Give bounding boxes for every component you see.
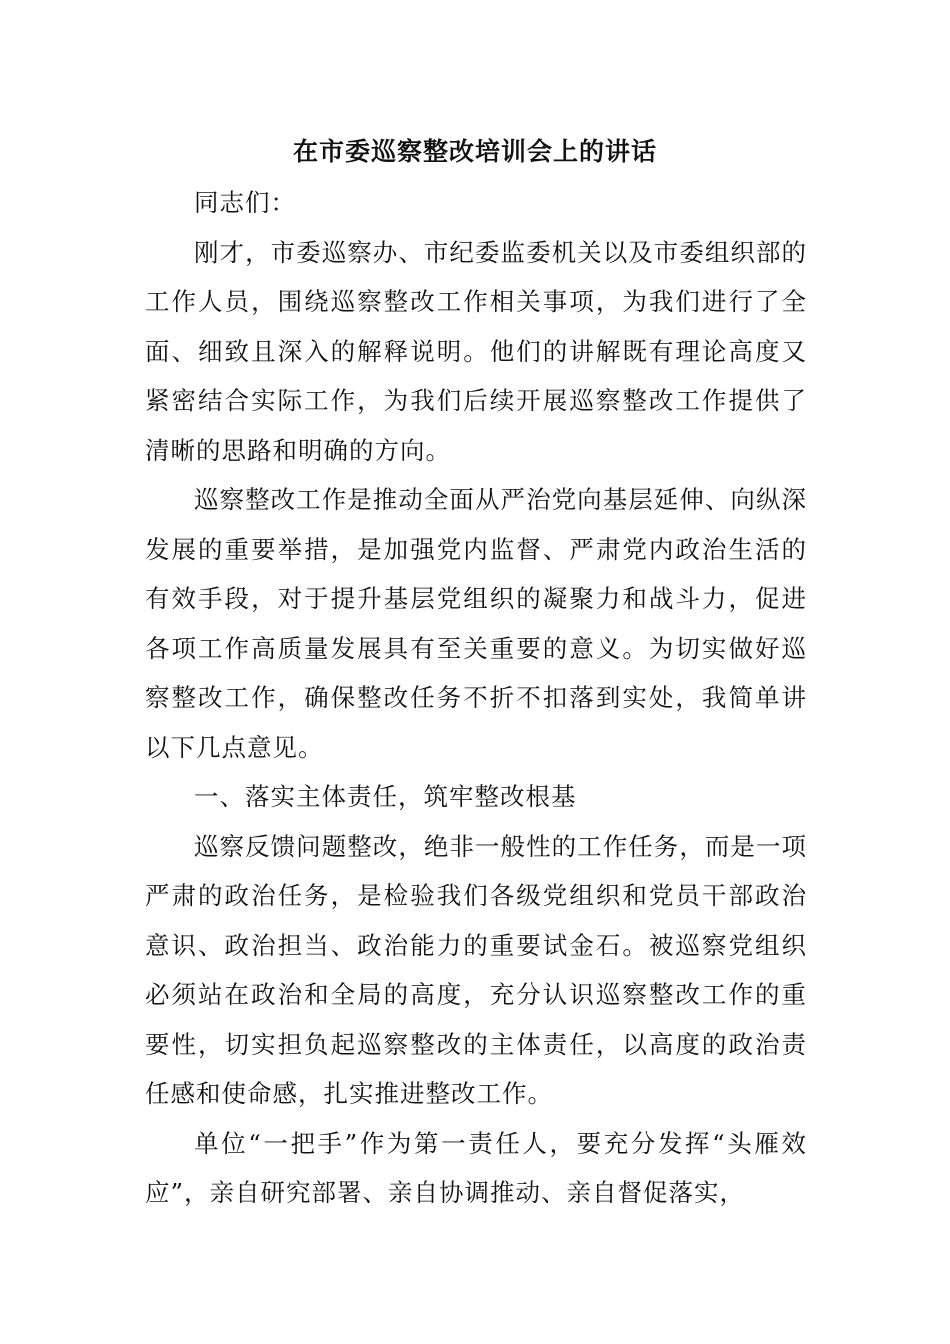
- salutation: 同志们：: [194, 188, 296, 217]
- section-heading: 一、落实主体责任，筑牢整改根基: [194, 782, 577, 811]
- body-paragraph: 巡察反馈问题整改，绝非一般性的工作任务，而是一项严肃的政治任务，是检验我们各级党组织和党员干部政治意识、政治担当、政治能力的重要试金石。被巡察党组织必须站在政治和全局的高度，充分认识巡察整改工作的重要性，切实担负起巡察整改的主体责任，以高度的政治责任感和使命感，扎实推进整改工作。: [145, 831, 807, 1108]
- body-paragraph: 刚才，市委巡察办、市纪委监委机关以及市委组织部的工作人员，围绕巡察整改工作相关事项，为我们进行了全面、细致且深入的解释说明。他们的讲解既有理论高度又紧密结合实际工作，为我们后续开展巡察整改工作提供了清晰的思路和明确的方向。: [145, 237, 807, 465]
- body-paragraph: 单位“一把手”作为第一责任人，要充分发挥“头雁效应”，亲自研究部署、亲自协调推动、亲自督促落实，: [145, 1128, 807, 1207]
- document-body: [145, 178, 807, 1218]
- document-title: 在市委巡察整改培训会上的讲话: [292, 137, 657, 166]
- body-paragraph: 巡察整改工作是推动全面从严治党向基层延伸、向纵深发展的重要举措，是加强党内监督、严肃党内政治生活的有效手段，对于提升基层党组织的凝聚力和战斗力，促进各项工作高质量发展具有至关重要的意义。为切实做好巡察整改工作，确保整改任务不折不扣落到实处，我简单讲以下几点意见。: [145, 485, 807, 762]
